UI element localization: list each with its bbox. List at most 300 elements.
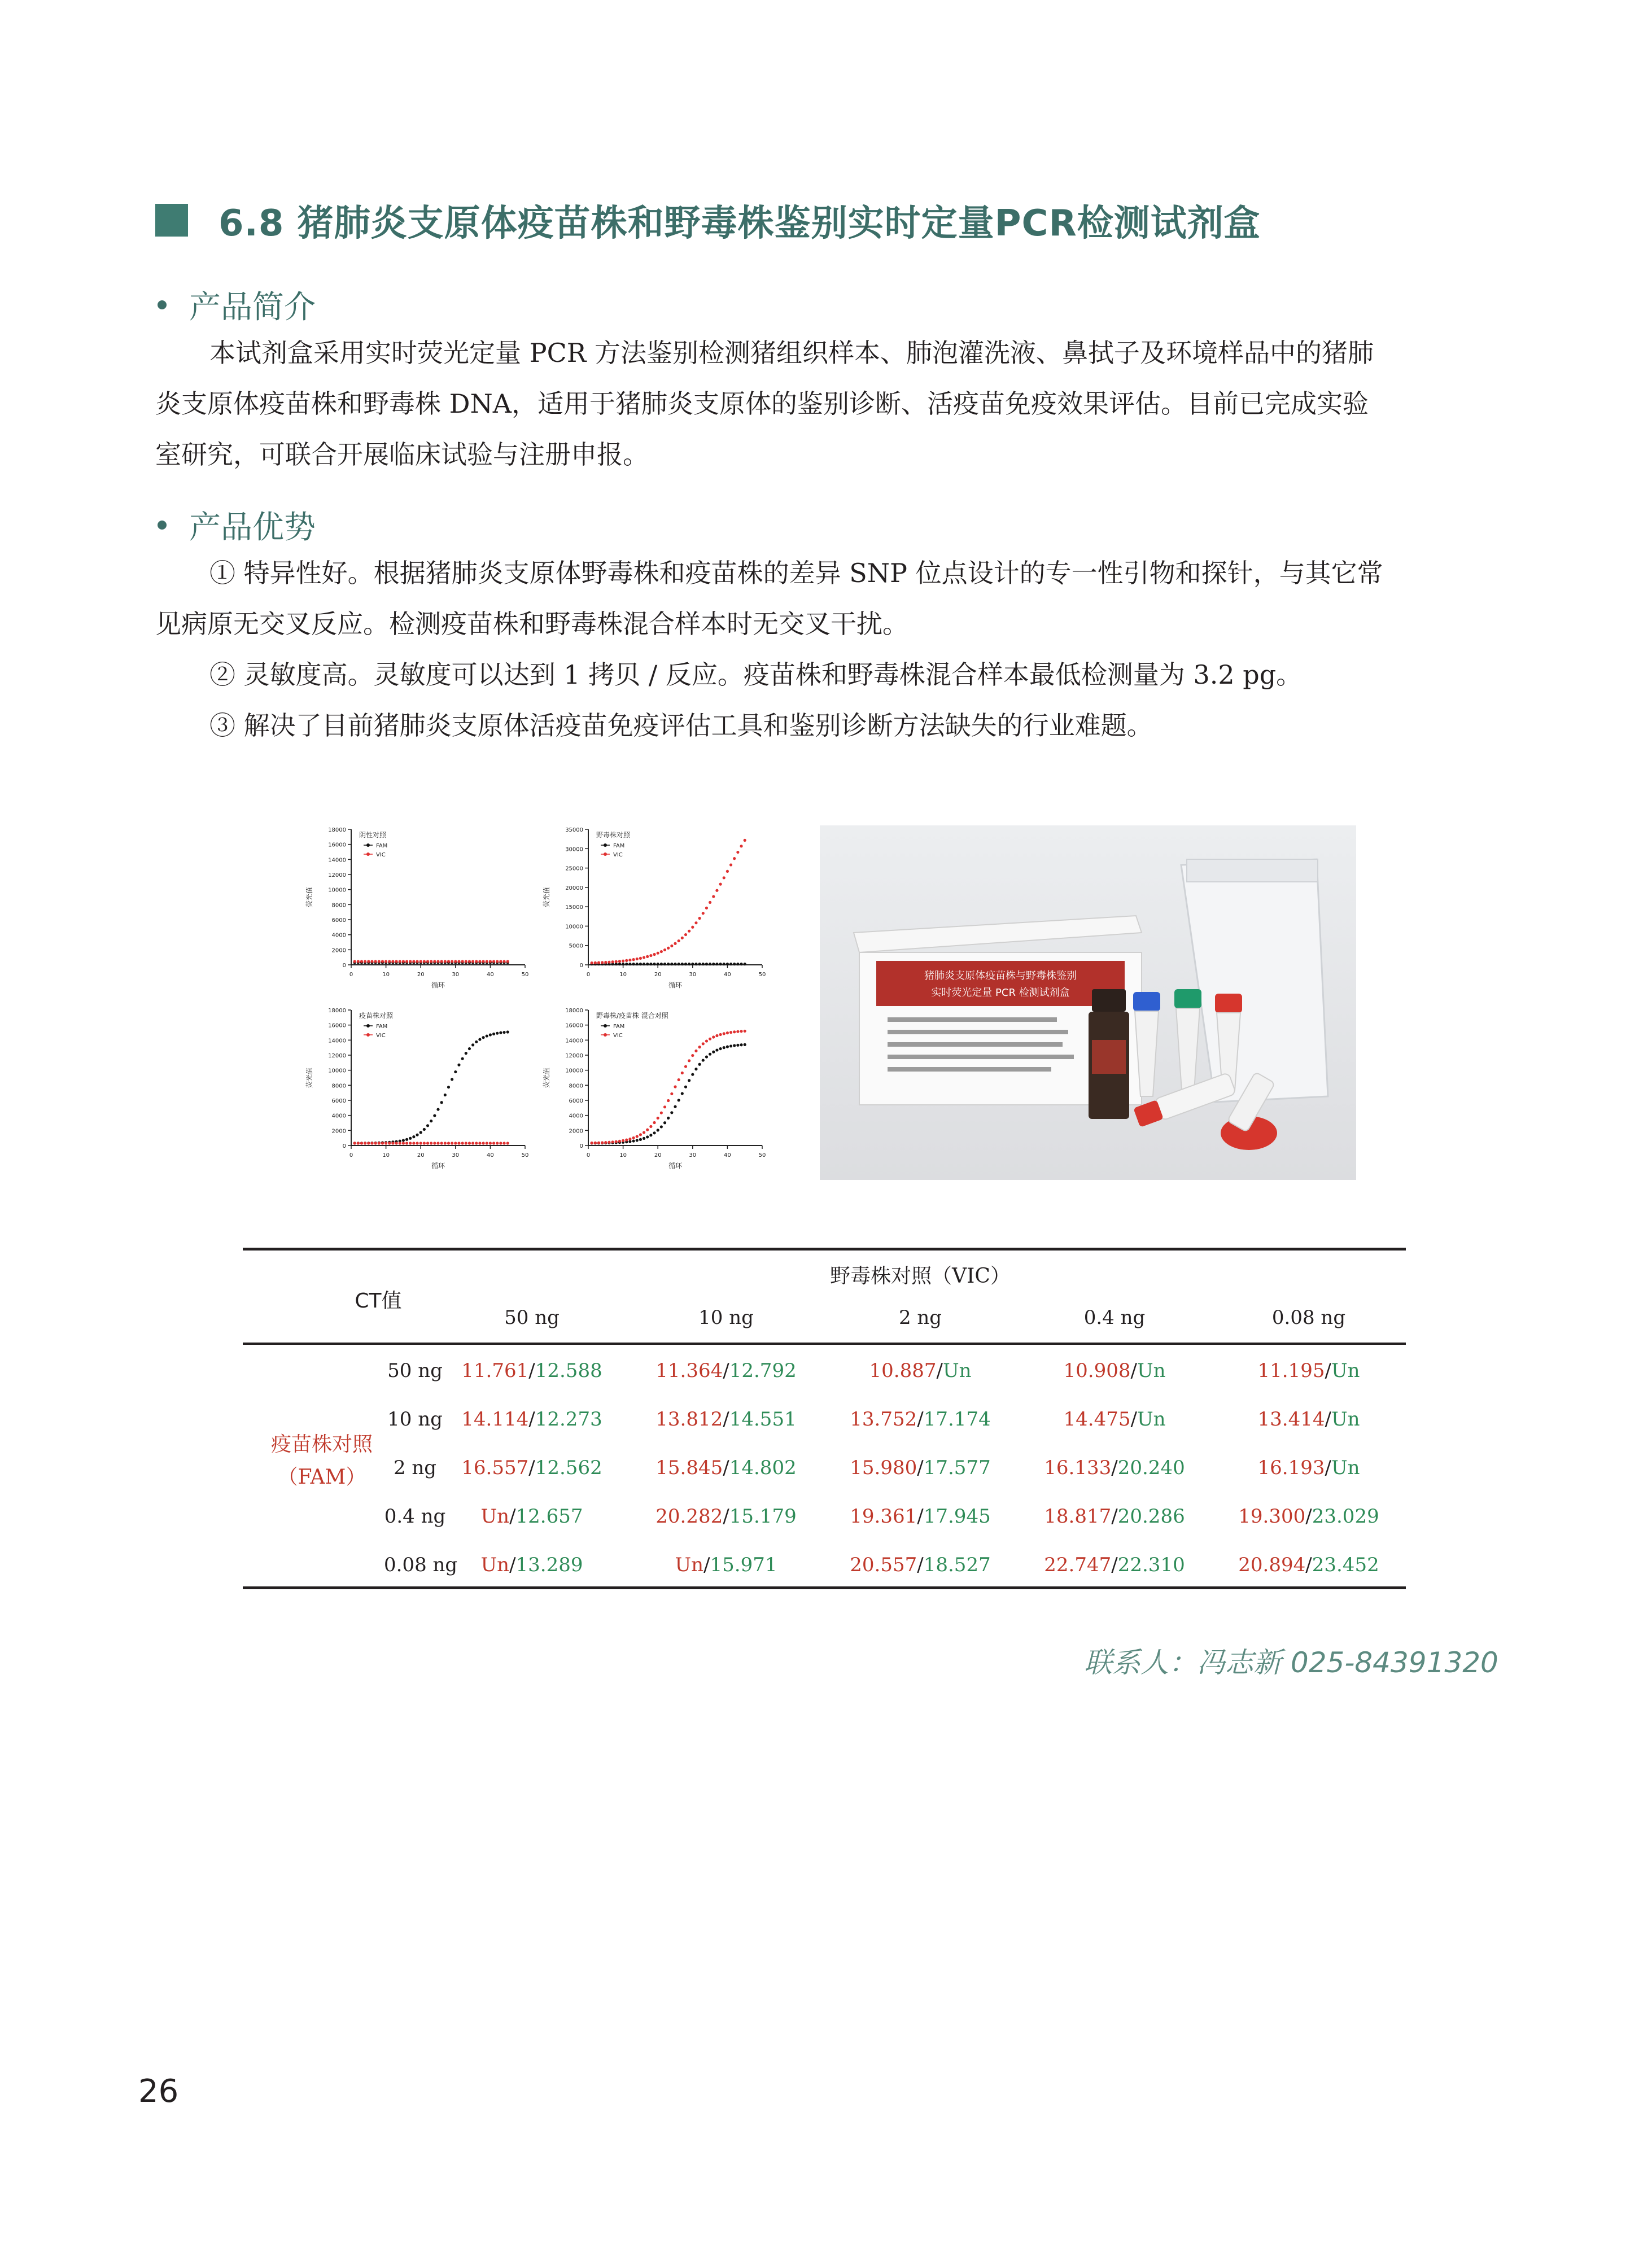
data-point: [492, 1033, 495, 1035]
data-point: [426, 1124, 429, 1127]
vic-value: 23.029: [1312, 1505, 1379, 1528]
data-point: [618, 963, 621, 965]
data-point: [618, 960, 621, 963]
data-point: [702, 1059, 705, 1061]
fam-value: 11.364: [655, 1359, 723, 1382]
y-tick-label: 18000: [565, 1008, 583, 1014]
data-point: [712, 895, 715, 898]
data-point: [643, 956, 645, 959]
fam-value: Un: [675, 1554, 704, 1576]
data-point: [374, 960, 377, 963]
fam-value: 11.761: [461, 1359, 529, 1382]
data-point: [670, 1111, 673, 1114]
x-tick-label: 50: [521, 972, 529, 978]
y-tick-label: 4000: [569, 1113, 583, 1120]
y-tick-label: 18000: [328, 1008, 346, 1014]
x-tick-label: 50: [758, 1152, 766, 1158]
data-point: [729, 1044, 732, 1047]
legend-label: FAM: [613, 843, 625, 849]
data-point: [712, 963, 715, 965]
data-point: [733, 963, 736, 965]
data-point: [705, 1039, 708, 1042]
data-point: [604, 1141, 607, 1144]
data-point: [726, 1046, 729, 1048]
data-point: [388, 1142, 391, 1144]
data-point: [663, 948, 666, 951]
data-point: [451, 960, 453, 963]
fam-value: 11.195: [1257, 1359, 1325, 1382]
data-point: [628, 1138, 631, 1140]
data-point: [684, 1065, 687, 1068]
data-point: [461, 1057, 464, 1060]
data-point: [719, 883, 722, 886]
ct-cell: [1017, 1457, 1212, 1479]
x-tick-label: 50: [521, 1152, 529, 1158]
y-tick-label: 16000: [328, 1022, 346, 1029]
fam-value: 13.812: [655, 1408, 723, 1431]
data-point: [499, 1142, 502, 1144]
vic-value: 17.945: [923, 1505, 991, 1528]
data-point: [657, 1129, 659, 1131]
data-point: [733, 1030, 736, 1033]
data-point: [433, 1142, 436, 1144]
value-separator: /: [723, 1457, 729, 1479]
y-tick-label: 16000: [328, 842, 346, 849]
advantages-heading: [155, 502, 316, 548]
data-point: [702, 1042, 705, 1045]
data-point: [454, 1070, 457, 1073]
data-point: [646, 1129, 649, 1131]
data-point: [444, 1094, 447, 1096]
box-label-line: 猪肺炎支原体疫苗株与野毒株鉴别: [924, 970, 1077, 982]
data-point: [391, 960, 394, 963]
y-tick-label: 0: [342, 1143, 346, 1149]
data-point: [423, 960, 426, 963]
data-point: [492, 960, 495, 963]
ct-cell: [629, 1359, 823, 1382]
x-tick-label: 30: [452, 1152, 460, 1158]
data-point: [705, 963, 708, 965]
data-point: [736, 851, 739, 854]
data-point: [698, 917, 701, 920]
data-point: [639, 1138, 642, 1141]
y-tick-label: 4000: [331, 932, 346, 939]
data-point: [489, 960, 492, 963]
x-tick-label: 10: [619, 1152, 627, 1158]
data-point: [625, 963, 628, 965]
data-point: [482, 1142, 484, 1144]
table-rule-bottom: [243, 1586, 1406, 1589]
x-tick-label: 20: [654, 972, 662, 978]
data-point: [674, 1105, 676, 1108]
data-point: [653, 963, 655, 965]
data-point: [591, 1142, 593, 1144]
data-point: [436, 1108, 439, 1110]
data-point: [649, 1134, 652, 1136]
y-tick-label: 14000: [328, 1038, 346, 1044]
fam-value: Un: [480, 1554, 510, 1576]
legend-label: FAM: [613, 1024, 625, 1030]
ct-cell: [823, 1457, 1017, 1479]
fam-header-line1: 疫苗株对照: [270, 1433, 373, 1456]
data-point: [399, 960, 401, 963]
ct-cell: [435, 1408, 629, 1431]
data-point: [729, 863, 732, 866]
data-point: [402, 1139, 405, 1142]
data-point: [636, 957, 639, 960]
data-point: [357, 1142, 360, 1144]
vic-value: 15.971: [710, 1554, 777, 1576]
intro-heading-text: 产品简介: [189, 289, 316, 326]
vic-value: Un: [1331, 1359, 1360, 1382]
y-tick-label: 18000: [328, 827, 346, 833]
pcr-chart: [299, 821, 531, 991]
data-point: [660, 1125, 663, 1128]
column-header: 10 ng: [698, 1306, 754, 1329]
y-tick-label: 12000: [328, 872, 346, 878]
data-point: [646, 955, 649, 958]
fam-value: 18.817: [1044, 1505, 1112, 1528]
data-point: [670, 1092, 673, 1095]
data-point: [440, 1142, 443, 1144]
vic-value: Un: [1331, 1457, 1360, 1479]
data-point: [416, 960, 418, 963]
fam-value: 10.887: [869, 1359, 937, 1382]
ct-cell: [1017, 1505, 1212, 1528]
data-point: [482, 960, 484, 963]
data-point: [678, 1099, 680, 1101]
vic-value: 20.240: [1117, 1457, 1185, 1479]
data-point: [643, 1131, 645, 1134]
data-point: [391, 1142, 394, 1144]
data-point: [691, 926, 694, 929]
vic-value: Un: [942, 1359, 972, 1382]
data-point: [723, 963, 726, 965]
data-point: [451, 1078, 453, 1081]
data-point: [715, 1034, 718, 1037]
title-square-icon: [155, 204, 188, 237]
x-tick-label: 30: [689, 1152, 697, 1158]
data-point: [622, 963, 624, 965]
value-separator: /: [528, 1359, 535, 1382]
table-rule-top: [243, 1248, 1406, 1251]
advantages-heading-text: 产品优势: [189, 509, 316, 546]
data-point: [419, 960, 422, 963]
data-point: [729, 1031, 732, 1034]
vic-value: 23.452: [1312, 1554, 1379, 1576]
data-point: [709, 1053, 711, 1056]
data-point: [496, 1142, 499, 1144]
data-point: [475, 1142, 478, 1144]
advantage-line: ② 灵敏度高。灵敏度可以达到 1 拷贝 / 反应。疫苗株和野毒株混合样本最低检测量为 3.2 pg。: [209, 659, 1303, 690]
data-point: [740, 963, 742, 965]
data-point: [486, 1034, 488, 1037]
data-point: [628, 963, 631, 965]
data-point: [367, 960, 370, 963]
value-separator: /: [917, 1408, 924, 1431]
data-point: [402, 1142, 405, 1144]
value-separator: /: [1305, 1554, 1312, 1576]
data-point: [702, 963, 705, 965]
fam-value: 16.557: [461, 1457, 529, 1479]
legend-label: FAM: [376, 843, 388, 849]
vic-value: 12.562: [535, 1457, 602, 1479]
x-tick-label: 30: [452, 972, 460, 978]
data-point: [688, 963, 690, 965]
chart-title: 野毒株/疫苗株 混合对照: [596, 1012, 668, 1020]
data-point: [643, 963, 645, 965]
y-tick-label: 15000: [565, 904, 583, 911]
data-point: [370, 1142, 373, 1144]
vic-value: 12.792: [729, 1359, 797, 1382]
data-point: [486, 1142, 488, 1144]
y-tick-label: 20000: [565, 885, 583, 891]
advantage-line: 见病原无交叉反应。检测疫苗株和野毒株混合样本时无交叉干扰。: [155, 609, 908, 639]
value-separator: /: [723, 1408, 729, 1431]
data-point: [715, 889, 718, 892]
data-point: [594, 1142, 597, 1144]
data-point: [440, 960, 443, 963]
data-point: [744, 1043, 746, 1046]
data-point: [395, 960, 397, 963]
fam-value: 15.980: [850, 1457, 917, 1479]
value-separator: /: [509, 1554, 516, 1576]
x-tick-label: 10: [382, 1152, 390, 1158]
data-point: [405, 1142, 408, 1144]
x-tick-label: 20: [417, 1152, 425, 1158]
data-point: [646, 963, 649, 965]
data-point: [726, 963, 729, 965]
data-point: [591, 961, 593, 964]
fam-value: 10.908: [1063, 1359, 1131, 1382]
data-point: [461, 1142, 464, 1144]
data-point: [657, 963, 659, 965]
data-point: [715, 963, 718, 965]
data-point: [698, 1063, 701, 1066]
data-point: [409, 1142, 412, 1144]
data-point: [447, 1142, 450, 1144]
vic-value: 13.289: [515, 1554, 583, 1576]
value-separator: /: [723, 1359, 729, 1382]
data-point: [496, 1032, 499, 1035]
data-point: [663, 1105, 666, 1108]
data-point: [694, 1050, 697, 1052]
y-tick-label: 12000: [565, 1053, 583, 1059]
value-separator: /: [1130, 1359, 1137, 1382]
x-tick-label: 0: [349, 972, 353, 978]
data-point: [653, 953, 655, 956]
y-tick-label: 4000: [331, 1113, 346, 1120]
y-tick-label: 2000: [331, 1128, 346, 1135]
product-photo: [820, 825, 1356, 1180]
data-point: [653, 1121, 655, 1124]
y-tick-label: 25000: [565, 865, 583, 872]
intro-paragraph: [155, 327, 1499, 480]
bullet-dot-icon: [158, 300, 167, 309]
data-point: [715, 1048, 718, 1051]
data-point: [636, 963, 639, 965]
data-point: [723, 876, 726, 879]
ct-cell: [435, 1554, 629, 1576]
data-point: [681, 1092, 684, 1095]
ct-cell: [1017, 1408, 1212, 1431]
product-photo-illustration: [820, 825, 1356, 1180]
data-point: [691, 1073, 694, 1076]
y-tick-label: 6000: [569, 1098, 583, 1104]
data-point: [395, 1142, 397, 1144]
data-point: [433, 960, 436, 963]
data-point: [465, 1142, 467, 1144]
y-tick-label: 35000: [565, 827, 583, 833]
data-point: [694, 921, 697, 924]
data-point: [492, 1142, 495, 1144]
data-point: [478, 1142, 481, 1144]
x-axis-label: 循环: [668, 981, 683, 989]
data-point: [468, 960, 471, 963]
ct-cell: [435, 1359, 629, 1382]
data-point: [475, 1040, 478, 1043]
data-point: [670, 945, 673, 947]
fam-value: 20.282: [655, 1505, 723, 1528]
y-tick-label: 6000: [331, 1098, 346, 1104]
data-point: [423, 1128, 426, 1131]
data-point: [381, 1142, 384, 1144]
ct-cell: [1212, 1408, 1406, 1431]
value-separator: /: [1305, 1505, 1312, 1528]
data-point: [367, 1142, 370, 1144]
data-point: [482, 1036, 484, 1039]
data-point: [729, 963, 732, 965]
data-point: [436, 1142, 439, 1144]
data-point: [444, 1142, 447, 1144]
data-point: [705, 907, 708, 910]
x-axis-label: 循环: [431, 981, 445, 989]
row-label: 10 ng: [387, 1408, 443, 1431]
data-point: [639, 957, 642, 960]
ct-cell: [1212, 1505, 1406, 1528]
data-point: [688, 1079, 690, 1082]
data-point: [736, 963, 739, 965]
data-point: [412, 1142, 415, 1144]
fam-value: 16.133: [1044, 1457, 1112, 1479]
data-point: [709, 901, 711, 904]
data-point: [381, 960, 384, 963]
data-point: [681, 963, 684, 965]
ct-cell: [629, 1505, 823, 1528]
data-point: [723, 1046, 726, 1049]
data-point: [691, 1054, 694, 1057]
data-point: [357, 960, 360, 963]
y-tick-label: 8000: [331, 1083, 346, 1090]
chart-title: 野毒株对照: [596, 831, 631, 839]
x-tick-label: 0: [586, 972, 591, 978]
y-tick-label: 5000: [569, 943, 583, 950]
value-separator: /: [917, 1457, 924, 1479]
value-separator: /: [1111, 1457, 1118, 1479]
data-point: [719, 1047, 722, 1050]
x-tick-label: 20: [417, 972, 425, 978]
data-point: [733, 857, 736, 860]
ct-cell: [1017, 1554, 1212, 1576]
data-point: [378, 960, 381, 963]
y-tick-label: 0: [342, 963, 346, 969]
data-point: [660, 963, 663, 965]
data-point: [502, 1031, 505, 1034]
data-point: [611, 1140, 614, 1143]
data-point: [649, 1125, 652, 1128]
data-point: [370, 960, 373, 963]
advantage-line: ③ 解决了目前猪肺炎支原体活疫苗免疫评估工具和鉴别诊断方法缺失的行业难题。: [209, 710, 1153, 741]
y-tick-label: 14000: [565, 1038, 583, 1044]
data-point: [384, 960, 387, 963]
y-tick-label: 8000: [569, 1083, 583, 1090]
fam-value: 13.752: [850, 1408, 917, 1431]
data-point: [426, 1142, 429, 1144]
data-point: [384, 1142, 387, 1144]
data-point: [736, 1044, 739, 1047]
data-point: [405, 960, 408, 963]
vic-value: Un: [1137, 1408, 1166, 1431]
data-point: [433, 1114, 436, 1117]
legend-label: VIC: [613, 1033, 623, 1039]
ct-cell: [1212, 1457, 1406, 1479]
data-point: [430, 1142, 432, 1144]
data-point: [649, 954, 652, 957]
value-separator: /: [703, 1554, 710, 1576]
fam-value: 16.193: [1257, 1457, 1325, 1479]
data-point: [364, 960, 366, 963]
advantages-paragraph: [155, 548, 1499, 751]
data-point: [726, 870, 729, 873]
data-point: [405, 1138, 408, 1141]
vic-header: 野毒株对照（VIC）: [830, 1265, 1011, 1288]
y-tick-label: 10000: [328, 887, 346, 894]
data-point: [632, 963, 635, 965]
data-point: [499, 960, 502, 963]
data-point: [719, 963, 722, 965]
data-point: [468, 1142, 471, 1144]
intro-heading: [155, 282, 316, 327]
data-point: [440, 1101, 443, 1104]
intro-line: 室研究，可联合开展临床试验与注册申报。: [155, 439, 649, 470]
x-tick-label: 30: [689, 972, 697, 978]
ct-cell: [629, 1457, 823, 1479]
data-point: [681, 937, 684, 939]
row-label: 50 ng: [387, 1359, 443, 1382]
data-point: [416, 1142, 418, 1144]
value-separator: /: [917, 1505, 924, 1528]
data-point: [657, 1117, 659, 1120]
y-axis-label: 荧光值: [305, 1067, 313, 1088]
vic-value: 20.286: [1117, 1505, 1185, 1528]
row-label: 0.4 ng: [384, 1505, 446, 1528]
vic-value: 17.577: [923, 1457, 991, 1479]
data-point: [663, 1121, 666, 1124]
column-header: 2 ng: [898, 1306, 942, 1329]
data-point: [702, 912, 705, 915]
data-point: [608, 961, 610, 964]
column-header: 0.4 ng: [1083, 1306, 1146, 1329]
data-point: [636, 1135, 639, 1138]
intro-line: 本试剂盒采用实时荧光定量 PCR 方法鉴别检测猪组织样本、肺泡灌洗液、鼻拭子及环境样品中的猪肺: [209, 338, 1374, 368]
data-point: [409, 1137, 412, 1140]
data-point: [430, 1120, 432, 1122]
data-point: [423, 1142, 426, 1144]
value-separator: /: [1111, 1554, 1118, 1576]
ct-cell: [823, 1505, 1017, 1528]
ct-cell: [1017, 1359, 1212, 1382]
data-point: [409, 960, 412, 963]
